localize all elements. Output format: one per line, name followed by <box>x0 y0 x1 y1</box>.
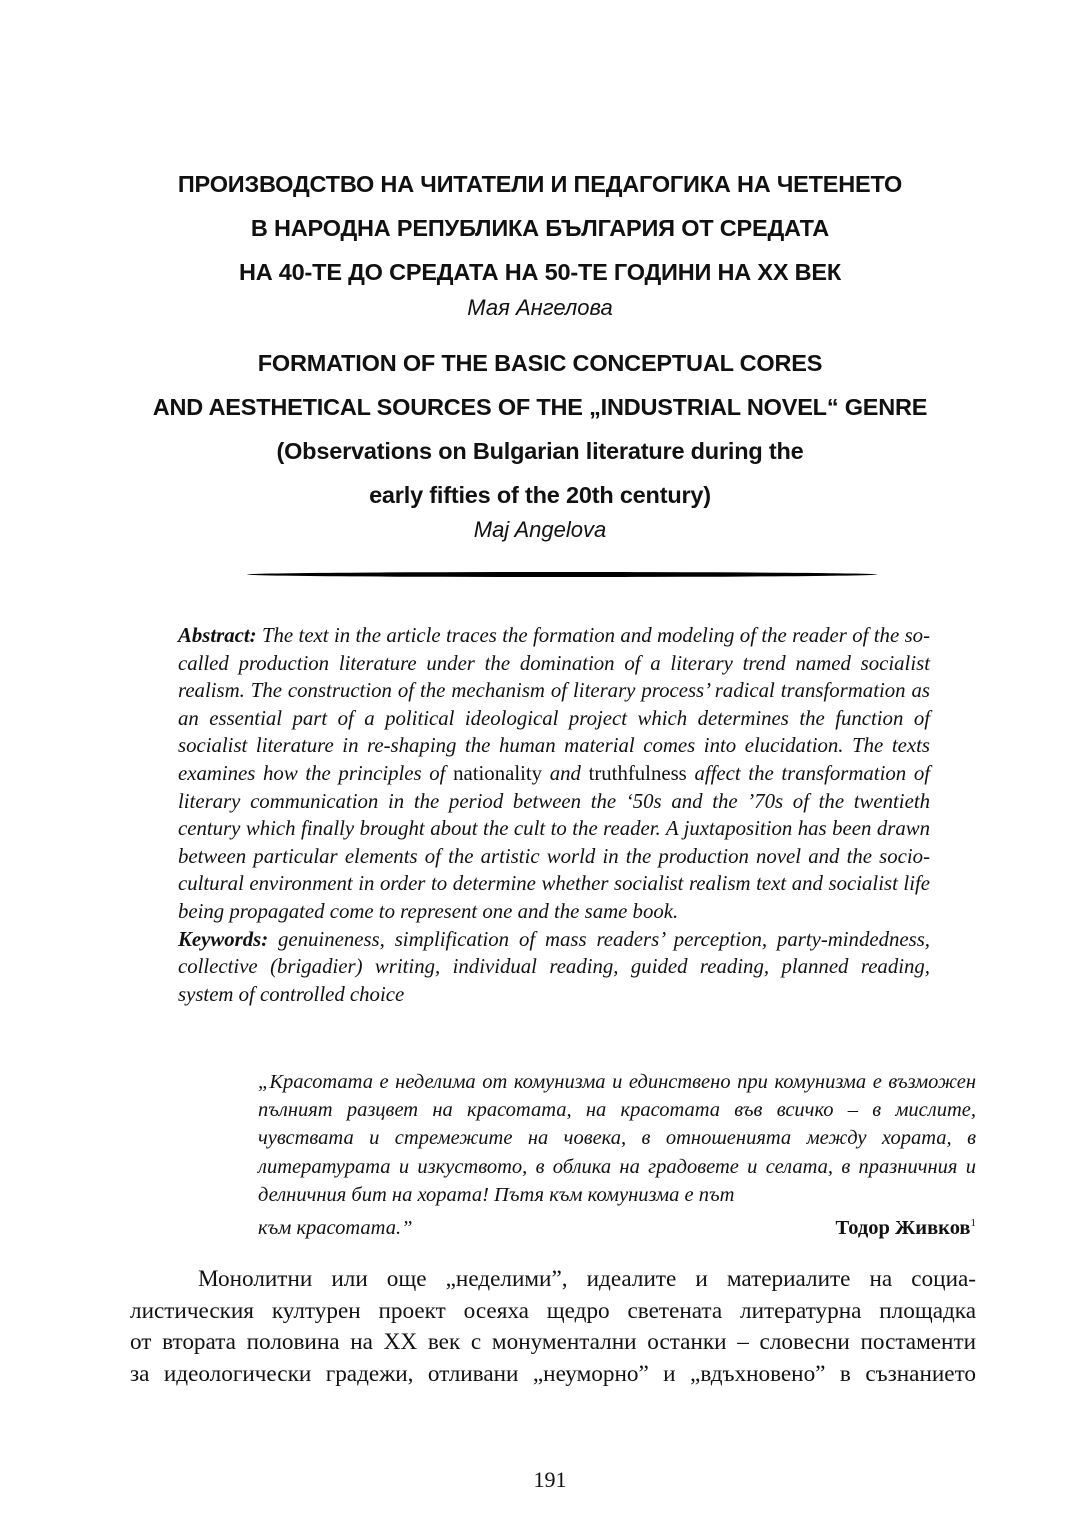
title-en-line: (Observations on Bulgarian literature during the <box>276 438 804 464</box>
title-english <box>60 341 1020 517</box>
body-paragraph <box>130 1264 976 1390</box>
abstract-label: Abstract: <box>178 624 257 647</box>
body-line: Монолитни или още „неделими”, идеалите и материалите на социа- <box>198 1266 976 1292</box>
footnote-marker[interactable]: 1 <box>970 1217 976 1230</box>
abstract-term: nationality <box>453 761 543 785</box>
epigraph-text-end: към красотата.” <box>258 1216 413 1239</box>
title-bg-line: НА 40-ТЕ ДО СРЕДАТА НА 50-ТЕ ГОДИНИ НА XX ВЕК <box>238 259 842 285</box>
keywords-label: Keywords: <box>178 927 269 951</box>
body-line: за идеологически градежи, отливани „неуморно” и „вдъхновено” в съзнанието <box>130 1360 976 1387</box>
title-divider <box>247 572 877 577</box>
title-bulgarian <box>60 162 1020 294</box>
title-en-line: FORMATION OF THE BASIC CONCEPTUAL CORES <box>257 350 823 376</box>
abstract-text: The text in the article traces the formation and modeling of the reader of the so-called production literature under the domination of a literary trend named socialist realism. The construction of the mechanism of literary process’ radical transformation as an essential part of a political ideological project which determines the function of socialist literature in re-shaping the human material comes into elucidation. The texts examines how the principles of <box>178 624 930 785</box>
epigraph-quote <box>258 1068 976 1242</box>
title-bg-line: ПРОИЗВОДСТВО НА ЧИТАТЕЛИ И ПЕДАГОГИКА НА ЧЕТЕНЕТО <box>177 171 903 197</box>
abstract-text: affect the transformation of literary communication in the period between the ‘50s and the ’70s of the twentieth century which finally brought about the cult to the reader. A juxtaposition has been drawn between particular elements of the artistic world in the production novel and the socio-cultural environment in order to determine whether socialist realism text and socialist life being propagated come to represent one and the same book. <box>178 761 930 923</box>
epigraph-text: „Красотата е неделима от комунизма и единствено при комунизма е възможен пълният разцвет на красотата, на красотата във всичко – в мислите, чувствата и стремежите на човека, в отношенията между хората, в литературата и изкуството, в облика на градовете и селата, в празничния и делничния бит на хората! Пътя към комунизма е път <box>258 1071 976 1206</box>
body-line: от втората половина на XX век с монументални останки – словесни постаменти <box>130 1329 976 1355</box>
title-bg-line: В НАРОДНА РЕПУБЛИКА БЪЛГАРИЯ ОТ СРЕДАТА <box>250 215 830 241</box>
body-line: листическия културен проект осеяха щедро светената литературна площадка <box>130 1297 976 1324</box>
page-number: 191 <box>533 1467 567 1492</box>
keywords-text: genuineness, simplification of mass readers’ perception, party-mindedness, collective (brigadier) writing, individual reading, guided reading, planned reading, system of controlled choice <box>178 927 930 1006</box>
title-en-line: early fifties of the 20th century) <box>369 482 711 508</box>
epigraph-last-line <box>258 1209 976 1242</box>
author-bulgarian: Мая Ангелова <box>467 295 613 320</box>
author-english: Maj Angelova <box>473 517 607 542</box>
title-en-line: AND AESTHETICAL SOURCES OF THE „INDUSTRIAL NOVEL“ GENRE <box>152 394 928 420</box>
abstract-term: truthfulness <box>588 761 687 785</box>
epigraph-author-name: Тодор Живков <box>835 1216 971 1239</box>
abstract-block <box>178 622 930 1008</box>
abstract-text: and <box>542 761 589 785</box>
epigraph-author <box>835 1209 976 1242</box>
